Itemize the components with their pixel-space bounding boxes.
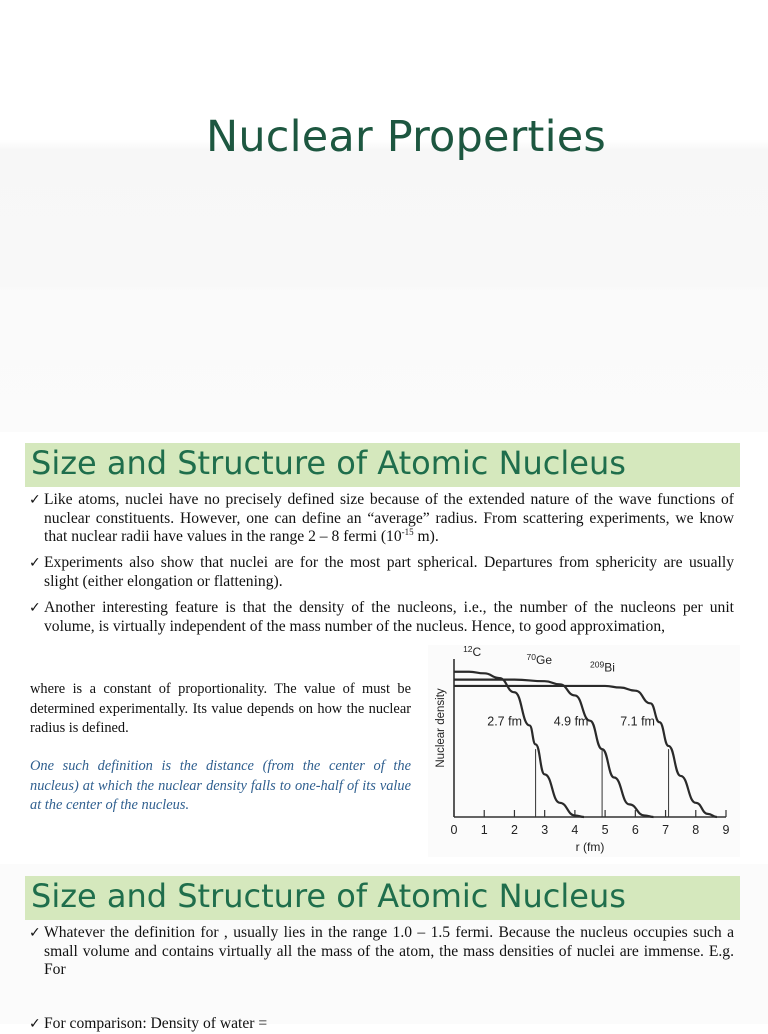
x-tick-label: 9 (722, 823, 730, 837)
bullet-superscript: -15 (401, 527, 414, 537)
bullet-item (29, 1015, 734, 1034)
section-heading-bar (25, 443, 740, 487)
x-tick-label: 1 (480, 823, 488, 837)
density-curve-209Bi (454, 686, 717, 817)
checkmark-icon: ✓ (29, 1016, 41, 1032)
paragraph-radius-definition: One such definition is the distance (from the center of the nucleus) at which the nuclear density falls to one-half of its value at the center of the nucleus. (30, 758, 411, 813)
x-tick-label: 4 (571, 823, 579, 837)
series-label-symbol: Ge (536, 652, 553, 667)
series-label (590, 660, 615, 675)
series-label (463, 645, 481, 659)
bullet-item (29, 599, 734, 636)
bullet-text: Whatever the definition for , usually lies in the range 1.0 – 1.5 fermi. Because the nucleus occupies such a small volume and contains virtually all the mass of the atom, the mass densities of nuclei are immense. E.g. For (44, 924, 734, 979)
bullet-item (29, 924, 734, 980)
bullet-text: Experiments also show that nuclei are for the most part spherical. Departures from sphericity are usually slight (either elongation or flattening). (44, 554, 734, 590)
x-tick-label: 3 (541, 823, 549, 837)
half-radius-label: 7.1 fm (620, 714, 655, 729)
bullet-text: Another interesting feature is that the density of the nucleons, i.e., the number of the nucleons per unit volume, is virtually independent of the mass number of the nucleus. Hence, to good approximation, (44, 599, 734, 635)
checkmark-icon: ✓ (29, 492, 41, 508)
density-curve-12C (454, 672, 584, 817)
paragraph-radius-constant: where is a constant of proportionality. The value of must be determined experimentally. Its value depends on how the nuclear radius is defined. (30, 681, 411, 736)
title-slide (0, 0, 768, 432)
slide-title: Nuclear Properties (205, 112, 607, 162)
half-radius-label: 4.9 fm (553, 714, 589, 729)
checkmark-icon: ✓ (29, 600, 41, 616)
bullet-text-main: Like atoms, nuclei have no precisely defined size because of the extended nature of the wave functions of nuclear constituents. However, one can define an “average” radius. From scattering experiments, we know that nuclear radii have values in the range 2 – 8 fermi (10 (44, 491, 734, 546)
checkmark-icon: ✓ (29, 925, 41, 941)
x-tick-label: 0 (450, 823, 458, 837)
nuclear-density-chart (428, 645, 740, 857)
section-heading-bar (25, 876, 740, 920)
section-heading: Size and Structure of Atomic Nucleus (31, 444, 626, 482)
series-label-symbol: Bi (604, 660, 615, 675)
series-label-symbol: C (472, 645, 482, 659)
series-label-superscript: 209 (590, 659, 605, 670)
series-label (527, 652, 553, 667)
section-heading: Size and Structure of Atomic Nucleus (31, 877, 626, 915)
x-tick-label: 5 (601, 823, 609, 837)
bullet-item (29, 554, 734, 591)
y-axis-label: Nuclear density (435, 688, 447, 768)
bullet-text (44, 491, 734, 547)
x-axis-label: r (fm) (575, 840, 605, 854)
bullet-text-end: m). (413, 528, 439, 546)
x-tick-label: 6 (631, 823, 639, 837)
half-radius-label: 2.7 fm (487, 714, 522, 729)
chart-svg (428, 645, 740, 857)
bullet-text: For comparison: Density of water = (44, 1015, 268, 1032)
x-tick-label: 8 (692, 823, 700, 837)
x-tick-label: 2 (510, 823, 518, 837)
x-tick-label: 7 (662, 823, 670, 837)
checkmark-icon: ✓ (29, 555, 41, 571)
bullet-item (29, 491, 734, 547)
series-label-superscript: 70 (526, 651, 537, 662)
series-label-superscript: 12 (463, 645, 473, 654)
